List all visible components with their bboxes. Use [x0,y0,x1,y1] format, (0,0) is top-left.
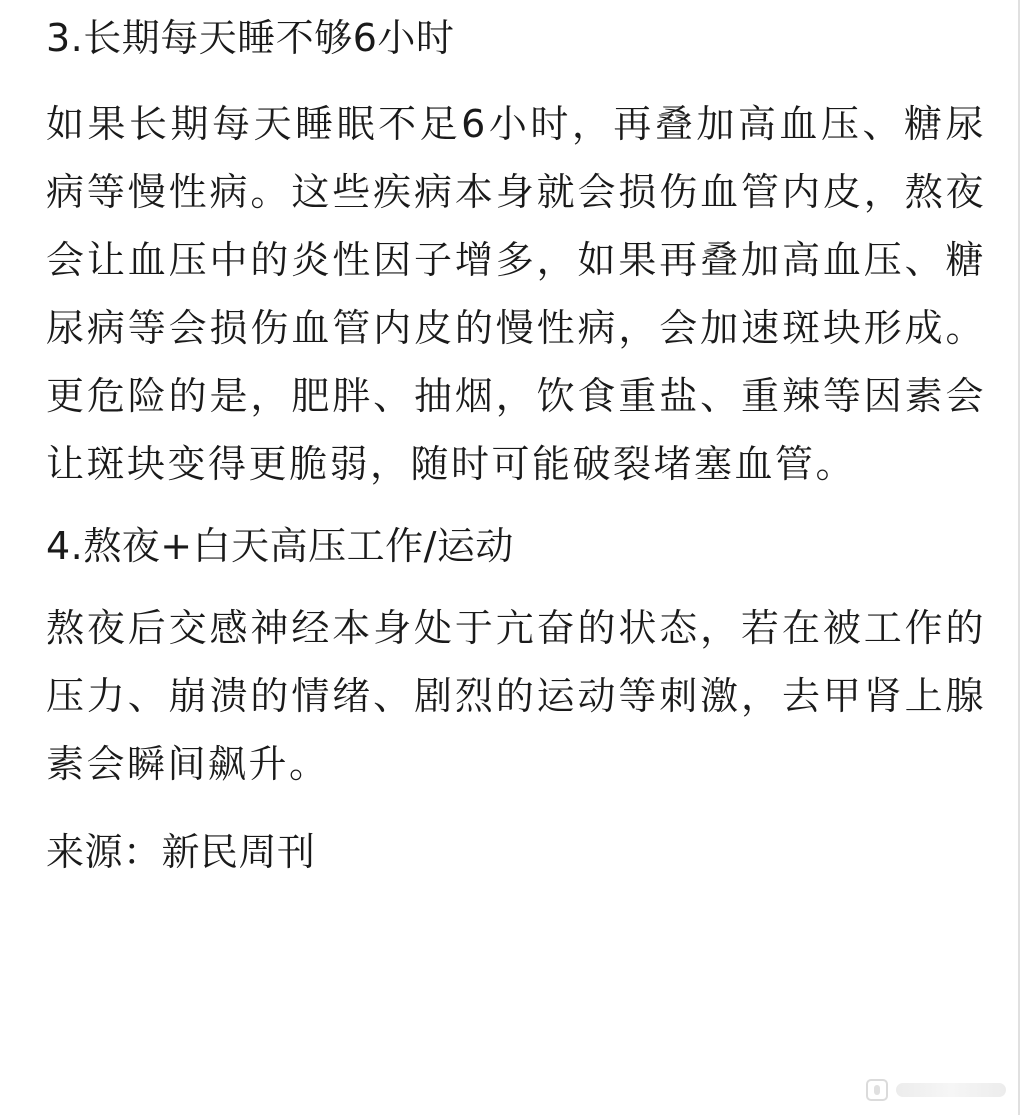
watermark [866,1079,1006,1101]
watermark-logo-icon [866,1079,888,1101]
watermark-text-placeholder [896,1083,1006,1097]
section-3-body: 如果长期每天睡眠不足6小时，再叠加高血压、糖尿病等慢性病。这些疾病本身就会损伤血管内皮，熬夜会让血压中的炎性因子增多，如果再叠加高血压、糖尿病等会损伤血管内皮的慢性病，会加速斑块形成。更危险的是，肥胖、抽烟，饮食重盐、重辣等因素会让斑块变得更脆弱，随时可能破裂堵塞血管。 [46,102,986,486]
section-4-body: 熬夜后交感神经本身处于亢奋的状态，若在被工作的压力、崩溃的情绪、剧烈的运动等刺激，去甲肾上腺素会瞬间飙升。 [46,606,986,786]
article [46,0,986,890]
section-4-heading: 4.熬夜+白天高压工作/运动 [46,524,514,568]
source-credit: 来源：新民周刊 [46,830,316,874]
section-3-heading: 3.长期每天睡不够6小时 [46,16,455,60]
